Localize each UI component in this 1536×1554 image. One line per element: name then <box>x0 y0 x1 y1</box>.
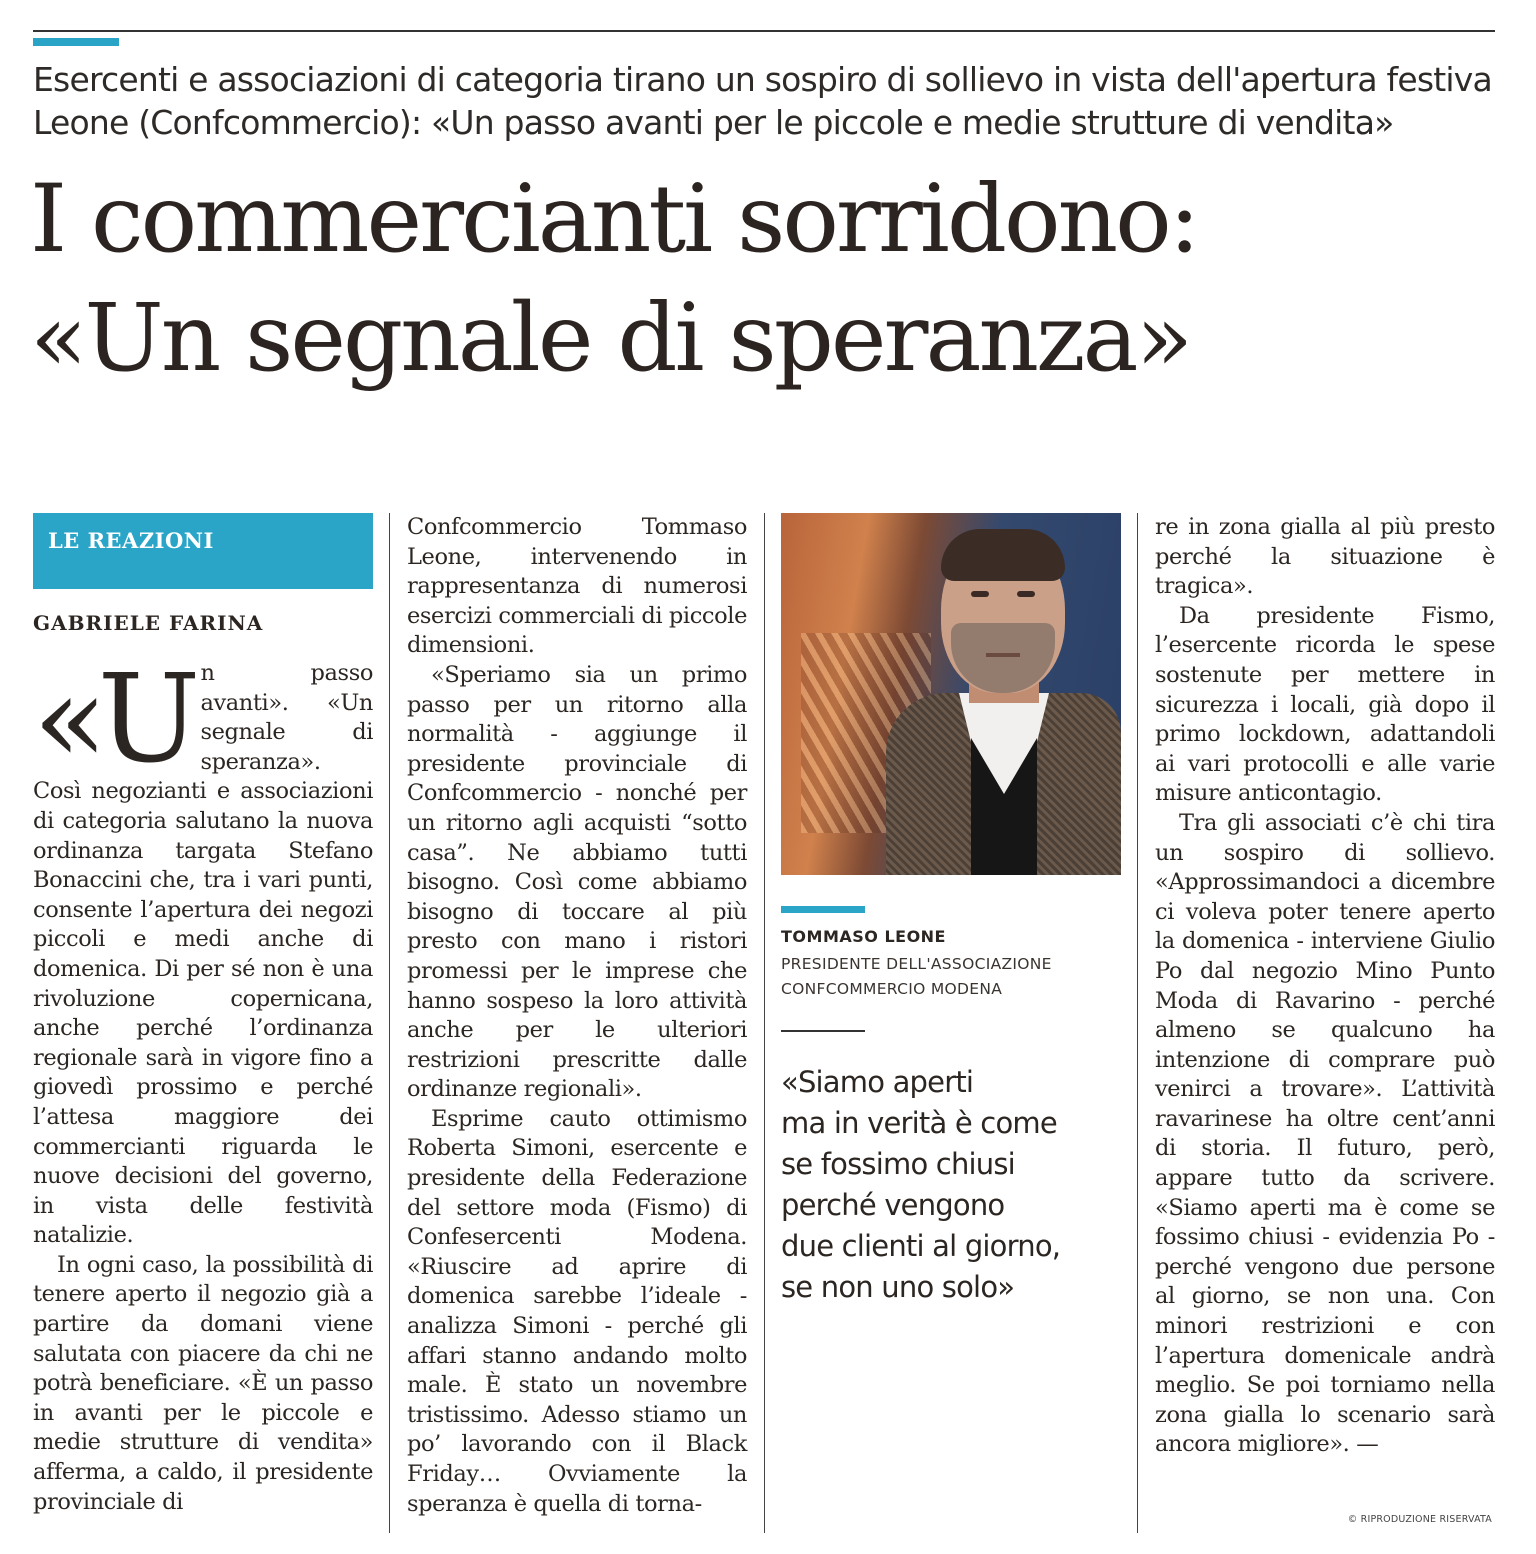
pull-quote-line: «Siamo aperti <box>781 1065 974 1099</box>
column-divider-1 <box>389 513 390 1533</box>
pull-quote-rule <box>781 1030 865 1032</box>
article-paragraph: Confcommercio Tommaso Leone, intervenendo in rappresentanza di numerosi esercizi commerciali di piccole dimensioni. <box>407 514 747 659</box>
photo-hair <box>941 529 1065 581</box>
headline <box>30 160 1510 398</box>
pull-quote-line: due clienti al giorno, <box>781 1229 1061 1263</box>
column-divider-2 <box>764 513 765 1533</box>
pull-quote <box>781 1062 1121 1308</box>
article-paragraph: re in zona gialla al più presto perché la situazione è tragica». <box>1155 514 1495 600</box>
kicker-line-2: Leone (Confcommercio): «Un passo avanti per le piccole e medie strutture di vendita» <box>33 103 1394 142</box>
article-paragraph <box>33 648 373 1251</box>
caption-role-line-2: CONFCOMMERCIO MODENA <box>781 980 1003 998</box>
section-label: LE REAZIONI <box>48 528 214 553</box>
portrait-photo <box>781 513 1121 875</box>
caption-name: TOMMASO LEONE <box>781 927 946 946</box>
caption-accent-bar <box>781 906 865 913</box>
photo-mouth <box>986 653 1020 657</box>
photo-eye-left <box>971 591 989 597</box>
photo-eye-right <box>1017 591 1035 597</box>
column-3 <box>781 513 1121 1308</box>
pull-quote-line: se non uno solo» <box>781 1270 1015 1304</box>
article-body-col-4 <box>1155 513 1495 1460</box>
section-box <box>33 513 373 589</box>
column-divider-3 <box>1137 513 1138 1533</box>
article-paragraph: In ogni caso, la possibilità di tenere aperto il negozio già a partire da domani viene salutata con piacere da chi ne potrà beneficiare. «È un passo in avanti per le piccole e medie strutture di vendita» afferma, a caldo, il presidente provinciale di <box>33 1251 373 1515</box>
top-rule <box>33 30 1495 32</box>
headline-line-1: I commercianti sorridono: <box>30 165 1198 274</box>
caption-role <box>781 952 1121 1002</box>
article-paragraph: Da presidente Fismo, l’esercente ricorda le spese sostenute per mettere in sicurezza i locali, già dopo il primo lockdown, adattandoli ai vari protocolli e alle varie misure anticontagio. <box>1155 602 1495 807</box>
pull-quote-line: perché vengono <box>781 1188 1005 1222</box>
kicker-line-1: Esercenti e associazioni di categoria tirano un sospiro di sollievo in vista dell'apertura festiva <box>33 60 1492 99</box>
article-paragraph: Esprime cauto ottimismo Roberta Simoni, esercente e presidente della Federazione del settore moda (Fismo) di Confesercenti Modena. «Riuscire ad aprire di domenica sarebbe l’ideale - analizza Simoni - perché gli affari stanno andando molto male. È stato un novembre tristissimo. Adesso stiamo un po’ lavorando con il Black Friday… Ovviamente la speranza è quella di torna- <box>407 1105 747 1517</box>
paragraph-text: n passo avanti». «Un segnale di speranza». Così negozianti e associazioni di categoria salutano la nuova ordinanza targata Stefano Bonaccini che, tra i vari punti, consente l’apertura dei negozi piccoli e medi anche di domenica. Di per sé non è una rivoluzione copernicana, anche perché l’ordinanza regionale sarà in vigore fino a giovedì prossimo e perché l’attesa maggiore dei commercianti riguarda le nuove decisioni del governo, in vista delle festività natalizie. <box>33 660 373 1249</box>
byline: GABRIELE FARINA <box>33 611 264 635</box>
copyright-notice: © RIPRODUZIONE RISERVATA <box>1347 1514 1492 1525</box>
pull-quote-line: ma in verità è come <box>781 1106 1057 1140</box>
article-body-col-1 <box>33 648 373 1517</box>
kicker <box>33 58 1503 144</box>
headline-line-2: «Un segnale di speranza» <box>30 284 1191 393</box>
caption-role-line-1: PRESIDENTE DELL'ASSOCIAZIONE <box>781 955 1052 973</box>
drop-cap: «U <box>33 648 191 790</box>
column-1 <box>33 513 373 1517</box>
pull-quote-line: se fossimo chiusi <box>781 1147 1015 1181</box>
article-paragraph: Tra gli associati c’è chi tira un sospiro di sollievo. «Approssimandoci a dicembre ci voleva poter tenere aperto la domenica - interviene Giulio Po dal negozio Mino Punto Moda di Ravarino - perché almeno se qualcuno ha intenzione di comprare può venirci a trovare». L’attività ravarinese ha oltre cent’anni di storia. Il futuro, però, appare tutto da scrivere. «Siamo aperti ma è come se fossimo chiusi - evidenzia Po - perché vengono due persone al giorno, se non una. Con minori restrizioni e con l’apertura domenicale andrà meglio. Se poi torniamo nella zona gialla lo scenario sarà ancora migliore». — <box>1155 809 1495 1458</box>
top-accent-bar <box>33 38 119 46</box>
article-body-col-2 <box>407 513 747 1519</box>
article-paragraph: «Speriamo sia un primo passo per un ritorno alla normalità - aggiunge il presidente provinciale di Confcommercio - nonché per un ritorno agli acquisti “sotto casa”. Ne abbiamo tutti bisogno. Così come abbiamo bisogno di toccare al più presto con mano i ristori promessi per le imprese che hanno sospeso la loro attività anche per le ulteriori restrizioni prescritte dalle ordinanze regionali». <box>407 661 747 1103</box>
